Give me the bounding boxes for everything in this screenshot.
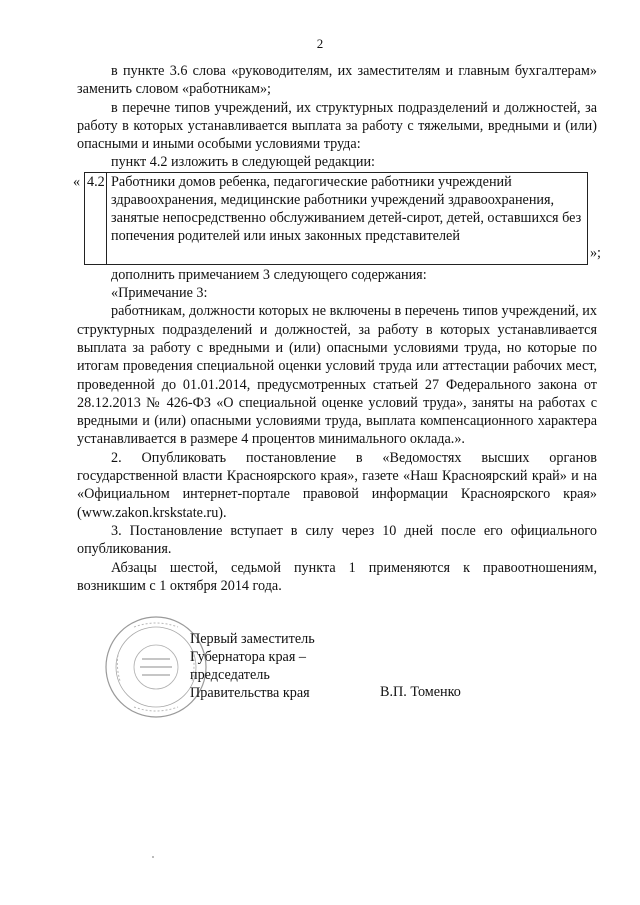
signatory-title-line: Первый заместитель xyxy=(190,631,315,647)
signatory-name: В.П. Томенко xyxy=(380,684,461,700)
paragraph: «Примечание 3: xyxy=(111,285,208,302)
paragraph: Абзацы шестой, седьмой пункта 1 применяются к правоотношениям, возникшим с 1 октября 2014 года. xyxy=(77,559,597,594)
signatory-title xyxy=(190,630,315,702)
table-cell-text: Работники домов ребенка, педагогические работники учреждений здравоохранения, медицинские работники учреждений здравоохранения, занятые непосредственно обслуживанием детей-сирот, детей, оставшихся без попечения родителей или иных законных представителей xyxy=(111,173,582,244)
close-quote: »; xyxy=(589,244,601,261)
paragraph: пункт 4.2 изложить в следующей редакции: xyxy=(111,154,375,171)
quoted-table-row xyxy=(73,172,601,266)
paragraph: 3. Постановление вступает в силу через 10 дней после его официального опубликования. xyxy=(77,522,597,558)
signatory-title-line: Губернатора края – xyxy=(190,649,307,665)
paragraph: дополнить примечанием 3 следующего содержания: xyxy=(111,266,427,283)
open-quote: « xyxy=(73,173,81,190)
page-number: 2 xyxy=(316,36,324,51)
scan-speck xyxy=(152,856,154,858)
signatory-title-line: председатель xyxy=(190,667,270,683)
quoted-table xyxy=(84,172,588,265)
paragraph: в пункте 3.6 слова «руководителям, их заместителям и главным бухгалтерам» заменить словом «работникам»; xyxy=(77,63,597,98)
paragraph: 2. Опубликовать постановление в «Ведомостях высших органов государственной власти Красноярского края», газете «Наш Красноярский край» и на «Официальном интернет-портале правовой информации Красноярского края» (www.zakon.krskstate.ru). xyxy=(77,449,597,521)
table-cell-number: 4.2 xyxy=(85,173,107,264)
paragraph: работникам, должности которых не включены в перечень типов учреждений, их структурных подразделений и должностей, за работу в которых устанавливается выплата за работу с вредными и (или) опасными условиями труда, но которые по итогам проведения специальной оценки условий труда или аттестации рабочих мест, проведенной до 01.01.2014, предусмотренных статьей 27 Федерального закона от 28.12.2013 № 426-ФЗ «О специальной оценке условий труда», заняты на работах с вредными и (или) опасными условиями труда, выплата компенсационного характера устанавливается в размере 4 процентов минимального оклада.». xyxy=(77,303,597,448)
signatory-title-line: Правительства края xyxy=(190,685,310,701)
document-body xyxy=(73,62,601,595)
paragraph: в перечне типов учреждений, их структурных подразделений и должностей, за работу в которых устанавливается выплата за работу с тяжелыми, вредными и (или) опасными и иными особыми условиями труда: xyxy=(77,99,597,153)
